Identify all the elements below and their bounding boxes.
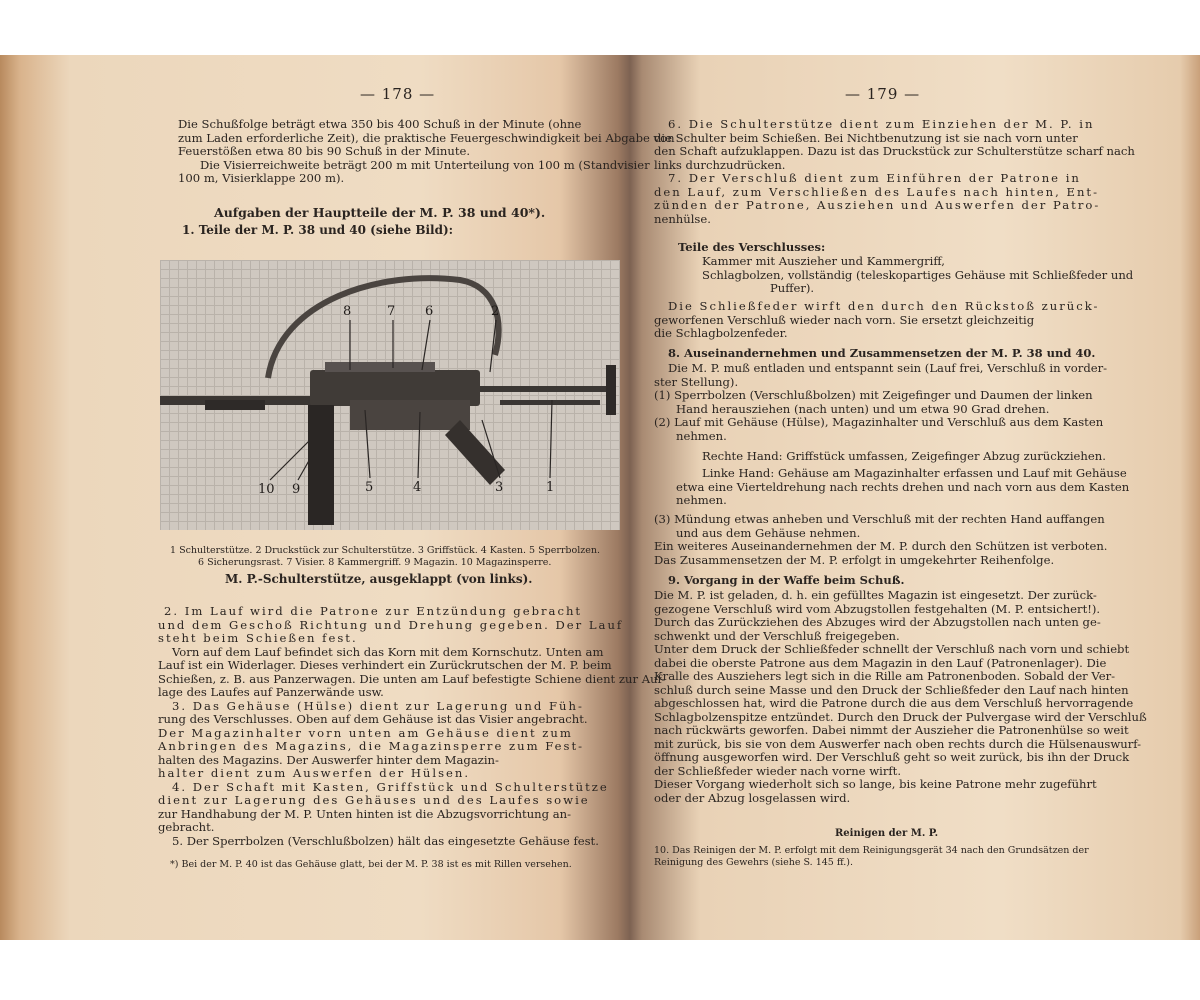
- text-line: (1) Sperrbolzen (Verschlußbolzen) mit Zeigefinger und Daumen der linken: [654, 388, 1093, 402]
- footnote: *) Bei der M. P. 40 ist das Gehäuse glatt, bei der M. P. 38 ist es mit Rillen versehen.: [170, 859, 572, 870]
- text-line: Hand herausziehen (nach unten) und um etwa 90 Grad drehen.: [676, 401, 1050, 416]
- text-line: 6. Die Schulterstütze dient zum Einziehen der M. P. in: [668, 117, 1095, 131]
- paragraph-block5: [654, 589, 1147, 805]
- label-10: 10: [258, 482, 275, 497]
- stock-rod-lower: [500, 400, 600, 405]
- text-line: mit zurück, bis sie von dem Auswerfer nach oben rechts durch die Hülsenauswurf-: [654, 736, 1142, 751]
- text-line: Anbringen des Magazins, die Magazinsperre zum Fest-: [158, 739, 585, 753]
- caption-line: 6 Sicherungsrast. 7 Visier. 8 Kammergriff. 9 Magazin. 10 Magazinsperre.: [198, 556, 552, 568]
- left-hand-instruction: [676, 467, 1129, 508]
- text-line: Die Visierreichweite beträgt 200 m mit Unterteilung von 100 m (Standvisier: [200, 157, 650, 172]
- text-line: der Schließfeder wieder nach vorne wirft.: [654, 763, 902, 778]
- text-line: gezogene Verschluß wird vom Abzugstollen festgehalten (M. P. entsichert!).: [654, 601, 1101, 616]
- text-line: Vorn auf dem Lauf befindet sich das Korn mit dem Kornschutz. Unten am: [172, 644, 604, 659]
- text-line: Lauf ist ein Widerlager. Dieses verhindert ein Zurückrutschen der M. P. beim: [158, 658, 612, 672]
- cleaning-heading: Reinigen der M. P.: [835, 828, 939, 839]
- text-line: 7. Der Verschluß dient zum Einführen der Patrone in: [668, 171, 1081, 185]
- text-line: 2. Im Lauf wird die Patrone zur Entzündung gebracht: [164, 604, 583, 618]
- text-line: den Schaft aufzuklappen. Dazu ist das Druckstück zur Schulterstütze scharf nach: [654, 144, 1135, 158]
- text-line: Schlagbolzenspitze entzündet. Durch den Druck der Pulvergase wird der Verschluß: [654, 709, 1147, 724]
- trigger-housing: [350, 400, 470, 430]
- caption-line: 1 Schulterstütze. 2 Druckstück zur Schulterstütze. 3 Griffstück. 4 Kasten. 5 Sperrbolzen.: [170, 545, 601, 556]
- receiver-top: [325, 362, 435, 372]
- text-line: links durchzudrücken.: [654, 157, 786, 172]
- text-line: Kralle des Ausziehers legt sich in die Rille am Patronenboden. Sobald der Ver-: [654, 669, 1116, 683]
- list-item: Puffer).: [770, 281, 815, 295]
- text-line: 3. Das Gehäuse (Hülse) dient zur Lagerung und Füh-: [172, 698, 584, 713]
- text-line: dient zur Lagerung des Gehäuses und des Laufes sowie: [158, 793, 590, 807]
- text-line: Die Schußfolge beträgt etwa 350 bis 400 Schuß in der Minute (ohne: [178, 117, 582, 131]
- text-line: zum Laden erforderliche Zeit), die praktische Feuergeschwindigkeit bei Abgabe von: [178, 130, 675, 145]
- text-line: nach rückwärts geworfen. Dabei nimmt der Auszieher die Patronenhülse so weit: [654, 723, 1129, 737]
- butt-plate: [606, 365, 616, 415]
- text-line: die Schulter beim Schießen. Bei Nichtbenutzung ist sie nach vorn unter: [654, 130, 1078, 145]
- text-line: 5. Der Sperrbolzen (Verschlußbolzen) hält das eingesetzte Gehäuse fest.: [172, 833, 599, 848]
- label-1: 1: [546, 480, 555, 495]
- section-heading: Aufgaben der Hauptteile der M. P. 38 und 40*).: [214, 205, 546, 220]
- figure-caption: [170, 545, 600, 568]
- label-8: 8: [343, 304, 352, 319]
- text-line: geworfenen Verschluß wieder nach vorn. Sie ersetzt gleichzeitig: [654, 312, 1035, 327]
- text-line: Die M. P. muß entladen und entspannt sein (Lauf frei, Verschluß in vorder-: [668, 361, 1108, 375]
- text-line: nenhülse.: [654, 211, 711, 226]
- text-line: lage des Laufes auf Panzerwände usw.: [158, 685, 384, 699]
- text-line: zünden der Patrone, Ausziehen und Auswerfen der Patro-: [654, 198, 1101, 212]
- label-9: 9: [292, 482, 301, 497]
- parts-heading: Teile des Verschlusses:: [678, 240, 826, 254]
- text-line: schluß durch seine Masse und den Druck der Schließfeder den Lauf nach hinten: [654, 682, 1129, 697]
- figure-mp-illustration: [160, 260, 620, 530]
- label-6: 6: [425, 304, 434, 319]
- text-line: und aus dem Gehäuse nehmen.: [676, 525, 861, 540]
- label-7: 7: [387, 304, 396, 319]
- text-line: Reinigung des Gewehrs (siehe S. 145 ff.).: [654, 856, 854, 868]
- label-3: 3: [495, 480, 504, 495]
- text-line: öffnung ausgeworfen wird. Der Verschluß geht so weit zurück, bis ihn der Druck: [654, 750, 1130, 764]
- text-line: den Lauf, zum Verschließen des Laufes nach hinten, Ent-: [654, 184, 1099, 199]
- text-line: zur Handhabung der M. P. Unten hinten ist die Abzugsvorrichtung an-: [158, 806, 572, 821]
- text-line: 10. Das Reinigen der M. P. erfolgt mit dem Reinigungsgerät 34 nach den Grundsätzen der: [654, 845, 1089, 856]
- paragraph-block1: [654, 118, 1135, 226]
- submachine-gun-drawing: [160, 260, 620, 530]
- open-book: [0, 55, 1200, 940]
- page-number: — 179 —: [845, 85, 921, 103]
- intro-paragraph: [178, 118, 675, 186]
- text-line: nehmen.: [676, 493, 727, 507]
- section-8-heading: 8. Auseinandernehmen und Zusammensetzen der M. P. 38 und 40.: [668, 346, 1096, 360]
- text-line: Durch das Zurückziehen des Abzuges wird der Abzugstollen nach unten ge-: [654, 615, 1101, 629]
- section-9-heading: 9. Vorgang in der Waffe beim Schuß.: [668, 573, 905, 587]
- text-line: dabei die oberste Patrone aus dem Magazin in den Lauf (Patronenlager). Die: [654, 655, 1107, 670]
- text-line: und dem Geschoß Richtung und Drehung gegeben. Der Lauf: [158, 617, 624, 632]
- text-line: Der Magazinhalter vorn unten am Gehäuse dient zum: [158, 725, 573, 740]
- paragraph-block4: [654, 513, 1107, 567]
- text-line: (2) Lauf mit Gehäuse (Hülse), Magazinhalter und Verschluß aus dem Kasten: [654, 415, 1104, 429]
- text-line: etwa eine Vierteldrehung nach rechts drehen und nach vorn aus dem Kasten: [676, 479, 1130, 494]
- text-line: schwenkt und der Verschluß freigegeben.: [654, 628, 900, 643]
- text-line: Linke Hand: Gehäuse am Magazinhalter erfassen und Lauf mit Gehäuse: [702, 466, 1127, 480]
- text-line: rung des Verschlusses. Oben auf dem Gehäuse ist das Visier angebracht.: [158, 712, 588, 726]
- barrel-shroud: [205, 400, 265, 410]
- text-line: 100 m, Visierklappe 200 m).: [178, 171, 345, 185]
- text-line: nehmen.: [676, 428, 727, 443]
- text-line: Unter dem Druck der Schließfeder schnellt der Verschluß nach vorn und schiebt: [654, 642, 1130, 656]
- subheading: 1. Teile der M. P. 38 und 40 (siehe Bild):: [182, 223, 454, 237]
- magazine: [308, 405, 334, 525]
- right-hand-instruction: Rechte Hand: Griffstück umfassen, Zeigefinger Abzug zurückziehen.: [702, 449, 1106, 463]
- page-number: — 178 —: [360, 85, 436, 103]
- cleaning-paragraph: [654, 845, 1089, 868]
- label-5: 5: [365, 480, 374, 495]
- text-line: Die Schließfeder wirft den durch den Rückstoß zurück-: [668, 299, 1100, 313]
- caption-title: M. P.-Schulterstütze, ausgeklappt (von links).: [225, 572, 533, 586]
- text-line: gebracht.: [158, 820, 215, 834]
- list-item: Kammer mit Auszieher und Kammergriff,: [702, 254, 945, 268]
- text-line: 4. Der Schaft mit Kasten, Griffstück und Schulterstütze: [172, 779, 609, 794]
- paragraph-block2: [654, 300, 1099, 341]
- text-line: (3) Mündung etwas anheben und Verschluß mit der rechten Hand auffangen: [654, 512, 1105, 526]
- text-line: ster Stellung).: [654, 374, 739, 389]
- text-line: Dieser Vorgang wiederholt sich so lange, bis keine Patrone mehr zugeführt: [654, 777, 1097, 791]
- right-page: [650, 55, 1147, 940]
- text-line: Ein weiteres Auseinandernehmen der M. P. durch den Schützen ist verboten.: [654, 539, 1108, 553]
- parts-list: [702, 255, 1133, 296]
- text-line: Die M. P. ist geladen, d. h. ein gefülltes Magazin ist eingesetzt. Der zurück-: [654, 588, 1097, 602]
- text-line: die Schlagbolzenfeder.: [654, 326, 788, 340]
- left-page: [150, 55, 675, 940]
- text-line: Das Zusammensetzen der M. P. erfolgt in umgekehrter Reihenfolge.: [654, 552, 1055, 567]
- pistol-grip: [445, 420, 505, 485]
- label-4: 4: [413, 480, 422, 495]
- text-line: Schießen, z. B. aus Panzerwagen. Die unten am Lauf befestigte Schiene dient zur Auf-: [158, 671, 666, 686]
- text-line: halter dient zum Auswerfen der Hülsen.: [158, 766, 471, 780]
- text-line: oder der Abzug losgelassen wird.: [654, 790, 851, 805]
- stock-rod: [480, 386, 610, 392]
- text-line: halten des Magazins. Der Auswerfer hinter dem Magazin-: [158, 752, 499, 767]
- text-line: Feuerstößen etwa 80 bis 90 Schuß in der Minute.: [178, 144, 471, 158]
- body-text: [158, 605, 665, 848]
- paragraph-block3: [654, 362, 1107, 443]
- label-2: 2: [491, 304, 500, 319]
- text-line: abgeschlossen hat, wird die Patrone durch die aus dem Verschluß hervorragende: [654, 696, 1134, 710]
- list-item: Schlagbolzen, vollständig (teleskopartiges Gehäuse mit Schließfeder und: [702, 267, 1134, 282]
- text-line: steht beim Schießen fest.: [158, 631, 358, 645]
